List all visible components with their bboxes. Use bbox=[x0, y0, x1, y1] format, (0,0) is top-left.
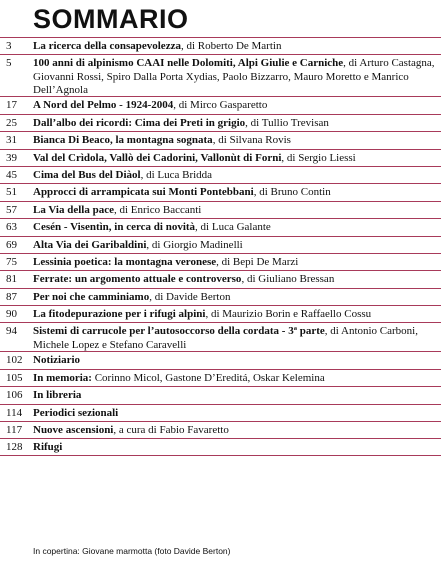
toc-entry-author: , di Arturo Castagna, Giovanni Rossi, Spiro Dalla Porta Xydias, Paolo Bizzarro, Mauro Moretto e Manrico Dell’Agnola bbox=[33, 57, 435, 97]
cover-caption: In copertina: Giovane marmotta (foto Davide Berton) bbox=[33, 546, 231, 556]
toc-page-number: 17 bbox=[6, 99, 17, 112]
toc-entry-title: Dall’albo dei ricordi: Cima dei Preti in grigio bbox=[33, 116, 246, 129]
toc-entry-title: Ferrate: un argomento attuale e controverso bbox=[33, 273, 242, 286]
toc-entry bbox=[0, 421, 441, 438]
toc-entry-title: Cesén - Visentìn, in cerca di novità bbox=[33, 221, 196, 234]
toc-entry-author: , di Giorgio Madinelli bbox=[146, 238, 243, 251]
toc-entry bbox=[0, 114, 441, 131]
toc-page-number: 114 bbox=[6, 406, 23, 419]
toc-entry-title: Approcci di arrampicata sui Monti Pontebbani bbox=[33, 186, 254, 199]
toc-entry-author: , di Maurizio Borin e Raffaello Cossu bbox=[205, 308, 372, 321]
toc-page-number: 106 bbox=[6, 389, 23, 402]
toc-entry-title: Val del Crìdola, Vallò dei Cadorini, Vallonùt di Forni bbox=[33, 151, 282, 164]
toc-page-number: 51 bbox=[6, 186, 17, 199]
toc-entry-title: Bianca Di Beaco, la montagna sognata bbox=[33, 134, 213, 147]
toc-entry bbox=[0, 236, 441, 253]
toc-entry-title: In libreria bbox=[33, 389, 82, 402]
toc-entry bbox=[0, 166, 441, 183]
toc-entry-text bbox=[33, 57, 435, 98]
toc-entry-text bbox=[33, 389, 435, 403]
toc-entry bbox=[0, 322, 441, 351]
toc-entry bbox=[0, 131, 441, 148]
toc-entry-text bbox=[33, 354, 435, 368]
table-of-contents bbox=[0, 37, 441, 456]
toc-entry-text bbox=[33, 372, 435, 386]
toc-page-number: 39 bbox=[6, 151, 17, 164]
toc-entry-title: In memoria: bbox=[33, 371, 92, 384]
toc-page-number: 105 bbox=[6, 371, 23, 384]
toc-entry bbox=[0, 288, 441, 305]
toc-page-number: 94 bbox=[6, 325, 17, 338]
toc-entry-text bbox=[33, 152, 435, 166]
toc-entry-author: , a cura di Fabio Favaretto bbox=[113, 424, 229, 437]
toc-entry-text bbox=[33, 134, 435, 148]
toc-entry-title: Periodici sezionali bbox=[33, 406, 119, 419]
toc-page-number: 75 bbox=[6, 255, 17, 268]
toc-entry-title: La ricerca della consapevolezza bbox=[33, 40, 181, 52]
toc-entry-author: , di Bruno Contin bbox=[253, 186, 331, 199]
toc-entry-title: Nuove ascensioni bbox=[33, 424, 114, 437]
toc-entry-author: Corinno Micol, Gastone D’Ereditá, Oskar Kelemina bbox=[91, 371, 325, 384]
toc-page-number: 69 bbox=[6, 238, 17, 251]
toc-entry-title: La fitodepurazione per i rifugi alpini bbox=[33, 308, 206, 321]
toc-entry-author: , di Antonio Carboni, Michele Lopez e Stefano Caravelli bbox=[33, 325, 418, 351]
toc-entry-title: Per noi che camminiamo bbox=[33, 290, 150, 303]
toc-entry-text bbox=[33, 325, 435, 352]
toc-entry bbox=[0, 270, 441, 287]
toc-entry-title: 100 anni di alpinismo CAAI nelle Dolomiti, Alpi Giulie e Carniche bbox=[33, 57, 344, 70]
toc-entry bbox=[0, 351, 441, 368]
toc-page-number: 128 bbox=[6, 441, 23, 454]
toc-entry-text bbox=[33, 291, 435, 305]
toc-entry-author: , di Luca Galante bbox=[195, 221, 271, 234]
toc-entry-title: La Via della pace bbox=[33, 203, 114, 216]
toc-page-number: 87 bbox=[6, 290, 17, 303]
toc-entry-author: , di Sergio Liessi bbox=[281, 151, 356, 164]
toc-entry bbox=[0, 305, 441, 322]
toc-entry bbox=[0, 253, 441, 270]
toc-entry-text bbox=[33, 407, 435, 421]
toc-entry-text bbox=[33, 221, 435, 235]
toc-page-number: 31 bbox=[6, 134, 17, 147]
toc-entry bbox=[0, 201, 441, 218]
toc-entry-author: , di Davide Berton bbox=[149, 290, 231, 303]
toc-entry bbox=[0, 438, 441, 455]
toc-entry bbox=[0, 54, 441, 96]
toc-entry-text bbox=[33, 441, 435, 455]
toc-entry bbox=[0, 404, 441, 421]
toc-entry-title: Sistemi di carrucole per l’autosoccorso della cordata - 3ª parte bbox=[33, 325, 325, 338]
toc-page-number: 57 bbox=[6, 203, 17, 216]
toc-entry-author: , di Silvana Rovis bbox=[212, 134, 291, 147]
toc-entry-text bbox=[33, 273, 435, 287]
toc-entry bbox=[0, 149, 441, 166]
toc-entry-title: A Nord del Pelmo - 1924-2004 bbox=[33, 99, 174, 112]
toc-page-number: 63 bbox=[6, 221, 17, 234]
toc-entry-author: , di Luca Bridda bbox=[140, 168, 213, 181]
toc-entry-text bbox=[33, 204, 435, 218]
toc-entry-author: , di Giuliano Bressan bbox=[241, 273, 335, 286]
toc-entry-text bbox=[33, 424, 435, 438]
toc-entry-text bbox=[33, 239, 435, 253]
toc-page-number: 90 bbox=[6, 308, 17, 321]
toc-entry-text bbox=[33, 308, 435, 322]
toc-page-number: 3 bbox=[6, 40, 12, 52]
toc-page-number: 102 bbox=[6, 354, 23, 367]
toc-entry bbox=[0, 386, 441, 403]
toc-entry-text bbox=[33, 117, 435, 131]
toc-entry-text bbox=[33, 186, 435, 200]
toc-entry-title: Alta Via dei Garibaldini bbox=[33, 238, 147, 251]
toc-page-number: 5 bbox=[6, 57, 12, 70]
toc-entry-text bbox=[33, 40, 435, 54]
toc-entry bbox=[0, 183, 441, 200]
toc-page-number: 81 bbox=[6, 273, 17, 286]
toc-entry bbox=[0, 37, 441, 54]
toc-page-number: 25 bbox=[6, 116, 17, 129]
toc-entry bbox=[0, 218, 441, 235]
toc-entry-author: , di Tullio Trevisan bbox=[245, 116, 329, 129]
toc-entry-author: , di Bepi De Marzi bbox=[216, 255, 299, 268]
toc-entry-title: Lessinia poetica: la montagna veronese bbox=[33, 255, 217, 268]
toc-page-number: 45 bbox=[6, 168, 17, 181]
toc-entry-text bbox=[33, 99, 435, 113]
toc-entry-author: , di Roberto De Martin bbox=[180, 40, 282, 52]
toc-entry-title: Cima del Bus del Diàol bbox=[33, 168, 141, 181]
toc-entry bbox=[0, 96, 441, 113]
toc-page-number: 117 bbox=[6, 424, 23, 437]
toc-entry-title: Notiziario bbox=[33, 354, 81, 367]
toc-entry bbox=[0, 369, 441, 386]
toc-entry-text bbox=[33, 169, 435, 183]
toc-entry-title: Rifugi bbox=[33, 441, 63, 454]
toc-entry-author: , di Mirco Gasparetto bbox=[173, 99, 268, 112]
toc-entry-text bbox=[33, 256, 435, 270]
page-title: SOMMARIO bbox=[33, 4, 189, 34]
toc-entry-author: , di Enrico Baccanti bbox=[113, 203, 202, 216]
